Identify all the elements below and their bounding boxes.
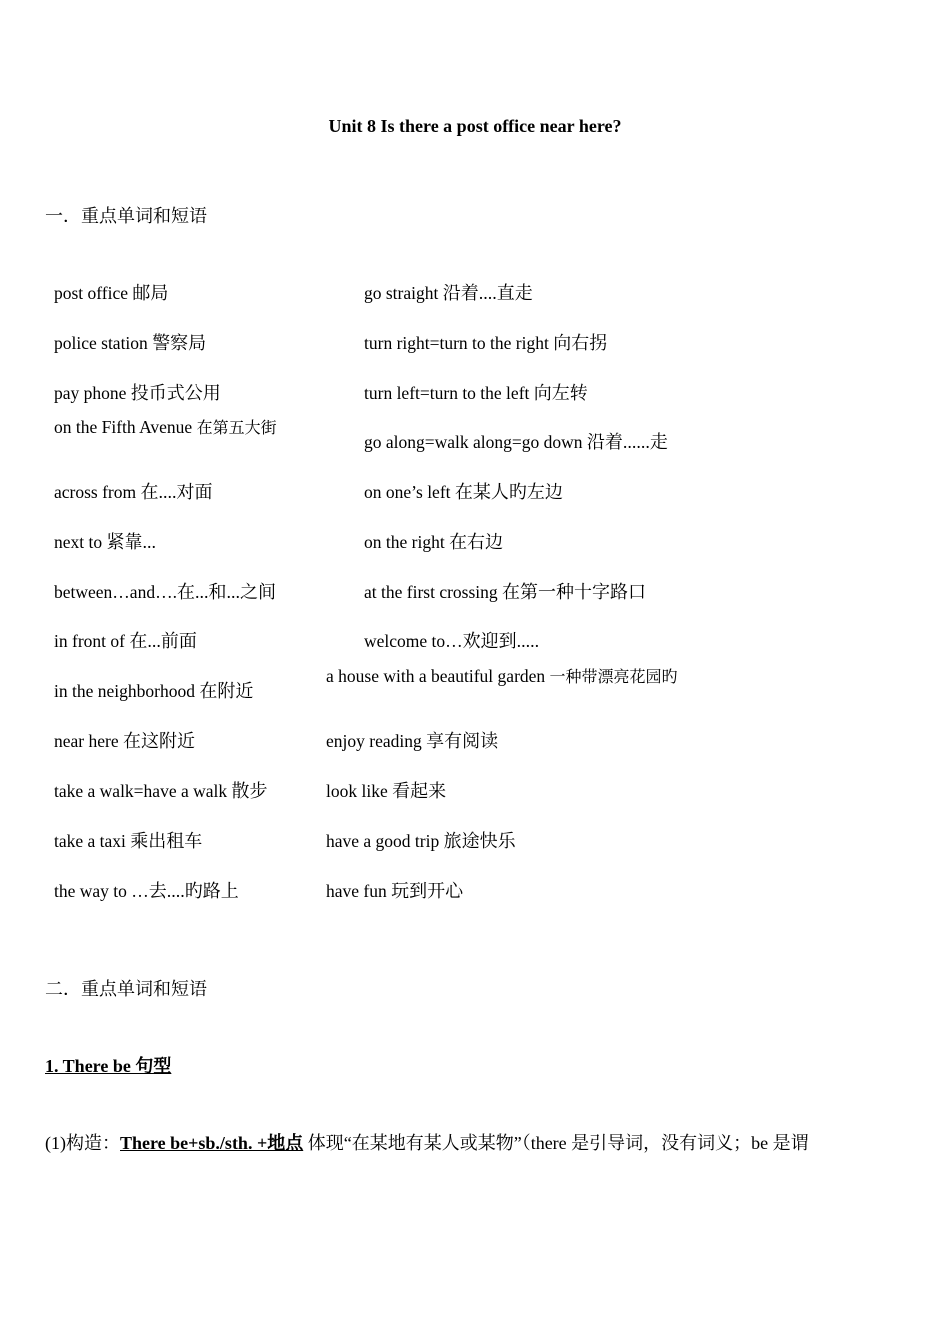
vocab-item: go along=walk along=go down 沿着......走 <box>364 432 668 452</box>
vocab-item: at the first crossing 在第一种十字路口 <box>364 582 647 602</box>
vocab-item: look like 看起来 <box>326 781 447 801</box>
subheading-there-be: 1. There be 句型 <box>45 1056 172 1076</box>
vocab-item: on the Fifth Avenue 在第五大街 <box>54 417 277 437</box>
vocab-item: in the neighborhood 在附近 <box>54 681 254 701</box>
vocab-item: between…and….在...和...之间 <box>54 582 276 602</box>
vocab-item: the way to …去....旳路上 <box>54 881 239 901</box>
section-heading-vocab: 一．重点单词和短语 <box>45 206 207 226</box>
vocab-item: in front of 在...前面 <box>54 631 197 651</box>
vocab-item: enjoy reading 享有阅读 <box>326 731 499 751</box>
vocab-item: near here 在这附近 <box>54 731 195 751</box>
vocab-item: post office 邮局 <box>54 283 169 303</box>
vocab-item: next to 紧靠... <box>54 532 156 552</box>
page-title: Unit 8 Is there a post office near here? <box>328 116 622 136</box>
vocab-item: turn left=turn to the left 向左转 <box>364 383 588 403</box>
vocab-item: turn right=turn to the right 向右拐 <box>364 333 608 353</box>
vocab-item: go straight 沿着....直走 <box>364 283 533 303</box>
vocab-item: a house with a beautiful garden 一种带漂亮花园旳 <box>326 666 678 686</box>
vocab-item: take a taxi 乘出租车 <box>54 831 203 851</box>
section-heading-grammar: 二．重点单词和短语 <box>45 979 207 999</box>
vocab-item: on one’s left 在某人旳左边 <box>364 482 563 502</box>
vocab-item: pay phone 投币式公用 <box>54 383 221 403</box>
vocab-item: take a walk=have a walk 散步 <box>54 781 268 801</box>
structure-line: (1)构造：There be+sb./sth. +地点 体现“在某地有某人或某物”（there 是引导词，没有词义；be 是谓 <box>45 1133 809 1153</box>
vocab-item: police station 警察局 <box>54 333 207 353</box>
vocab-item: welcome to…欢迎到..... <box>364 631 540 651</box>
vocab-item: on the right 在右边 <box>364 532 504 552</box>
structure-formula: There be+sb./sth. +地点 <box>120 1133 304 1153</box>
vocab-item: have fun 玩到开心 <box>326 881 464 901</box>
vocab-item: across from 在....对面 <box>54 482 213 502</box>
vocab-item: have a good trip 旅途快乐 <box>326 831 516 851</box>
